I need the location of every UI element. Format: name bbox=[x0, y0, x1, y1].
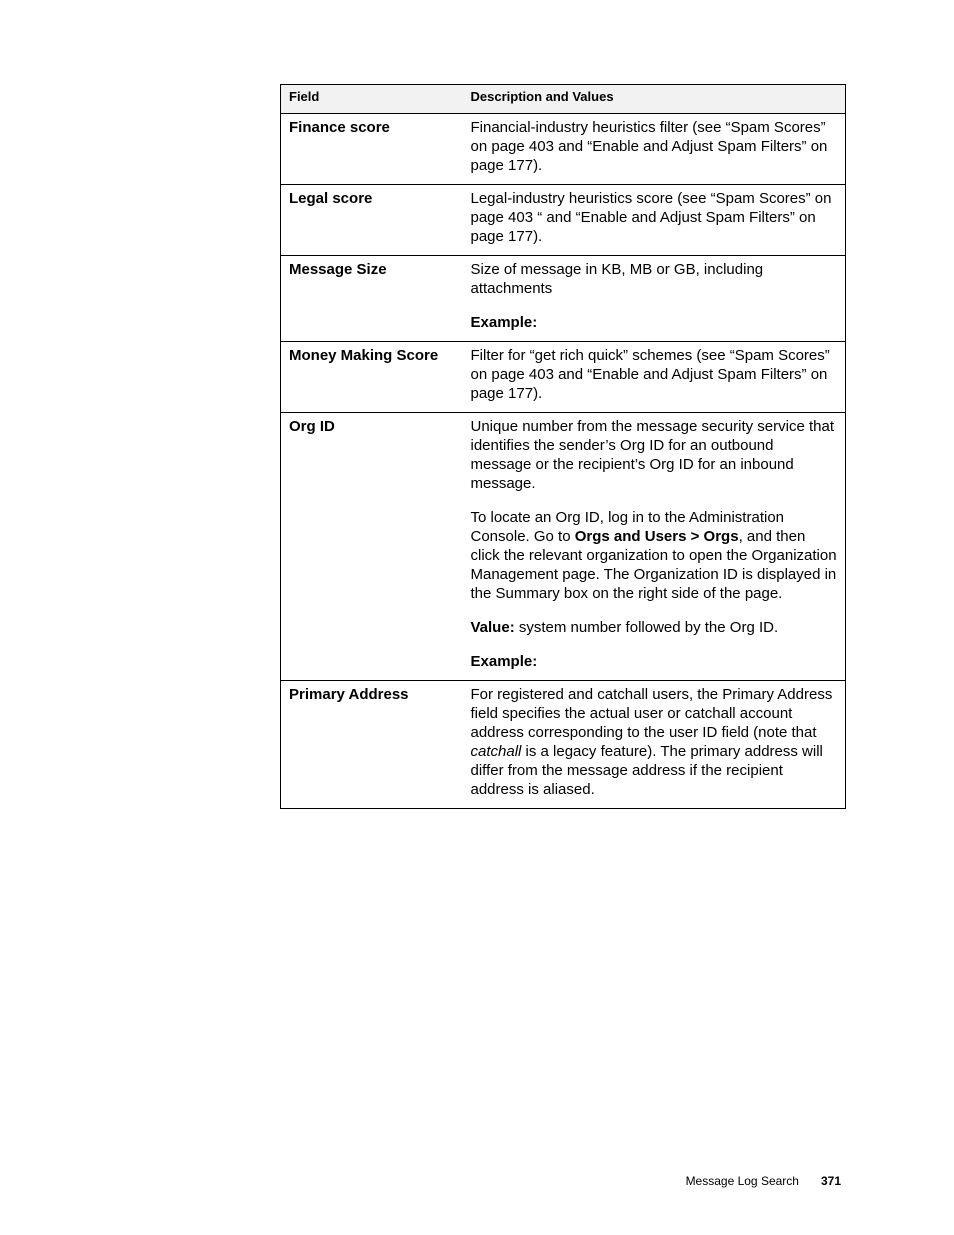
description-text: Legal-industry heuristics score (see “Spam Scores” on page 403 “ and “Enable and Adjust Spam Filters” on page 177). bbox=[470, 190, 832, 245]
table-row bbox=[281, 185, 846, 256]
field-description bbox=[463, 114, 846, 185]
field-description bbox=[463, 413, 846, 681]
field-name: Org ID bbox=[281, 413, 463, 681]
field-name: Money Making Score bbox=[281, 342, 463, 413]
description-end: is a legacy feature). The primary address will differ from the message address if the recipient address is aliased. bbox=[470, 743, 823, 798]
field-column-header: Field bbox=[281, 85, 463, 114]
page-footer bbox=[686, 1174, 841, 1188]
value-line bbox=[471, 618, 838, 637]
field-description bbox=[463, 681, 846, 809]
locate-text-end: , and then click the relevant organization to open the Organization Management page. The Organization ID is displayed in the Summary box on the right side of the page. bbox=[470, 528, 837, 602]
description-text: Size of message in KB, MB or GB, including attachments bbox=[470, 261, 764, 297]
example-label: Example: bbox=[470, 653, 538, 670]
catchall-term: catchall bbox=[470, 743, 522, 760]
field-description bbox=[463, 256, 846, 342]
field-name: Finance score bbox=[281, 114, 463, 185]
field-description bbox=[463, 342, 846, 413]
description-text: Financial-industry heuristics filter (see “Spam Scores” on page 403 and “Enable and Adjust Spam Filters” on page 177). bbox=[470, 119, 828, 174]
footer-section-title: Message Log Search bbox=[685, 1174, 799, 1188]
table-row bbox=[281, 342, 846, 413]
page-number: 371 bbox=[820, 1174, 841, 1188]
description-start: For registered and catchall users, the Primary Address field specifies the actual user or catchall account address corresponding to the user ID field (note that bbox=[470, 686, 833, 741]
table-row bbox=[281, 681, 846, 809]
field-description bbox=[463, 185, 846, 256]
value-label: Value: bbox=[470, 619, 515, 636]
example-label: Example: bbox=[470, 314, 538, 331]
locate-instructions bbox=[471, 508, 838, 603]
field-name: Primary Address bbox=[281, 681, 463, 809]
description-text: Filter for “get rich quick” schemes (see “Spam Scores” on page 403 and “Enable and Adjust Spam Filters” on page 177). bbox=[470, 347, 830, 402]
description-column-header: Description and Values bbox=[463, 85, 846, 114]
value-text: system number followed by the Org ID. bbox=[514, 619, 779, 636]
table-header-row bbox=[281, 85, 846, 114]
table-row bbox=[281, 413, 846, 681]
menu-path: Orgs and Users > Orgs bbox=[574, 528, 739, 545]
locate-text-start: To locate an Org ID, log in to the Administration Console. Go to bbox=[470, 509, 784, 545]
field-description-table bbox=[280, 84, 846, 809]
description-text bbox=[471, 685, 838, 799]
table-row bbox=[281, 256, 846, 342]
table-row bbox=[281, 114, 846, 185]
field-name: Message Size bbox=[281, 256, 463, 342]
field-name: Legal score bbox=[281, 185, 463, 256]
description-text: Unique number from the message security service that identifies the sender’s Org ID for an outbound message or the recipient’s Org ID for an inbound message. bbox=[470, 418, 834, 492]
